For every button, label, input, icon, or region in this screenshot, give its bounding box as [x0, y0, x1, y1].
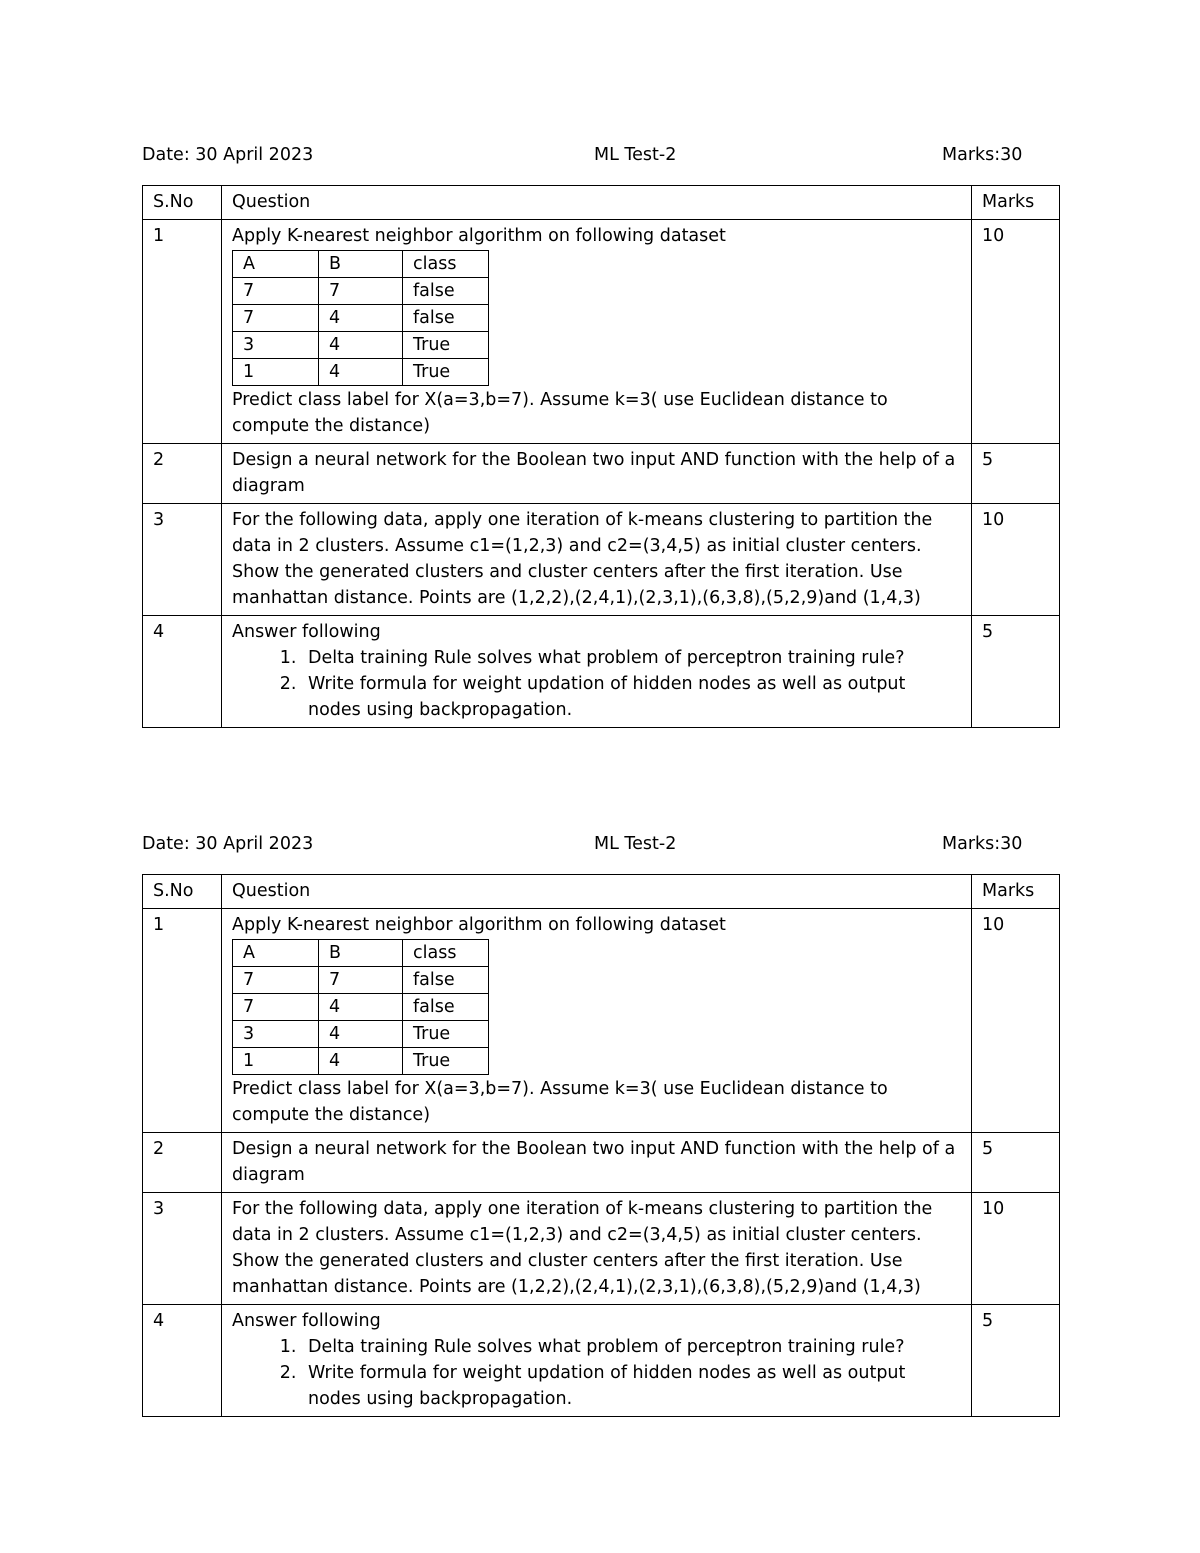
- question-text: [222, 220, 972, 444]
- question-number: 1: [143, 220, 222, 444]
- paper-header: [142, 145, 1059, 173]
- question-marks: 5: [972, 444, 1060, 504]
- dataset-cell: false: [403, 278, 489, 305]
- question-number: 3: [143, 1193, 222, 1305]
- dataset-header-cell: class: [403, 940, 489, 967]
- dataset-cell: 4: [319, 359, 403, 386]
- dataset-cell: 7: [233, 278, 319, 305]
- question-number: 2: [143, 444, 222, 504]
- dataset-cell: 4: [319, 305, 403, 332]
- dataset-cell: false: [403, 305, 489, 332]
- test-title: ML Test-2: [594, 145, 677, 165]
- question-text: For the following data, apply one iteration of k-means clustering to partition the data in 2 clusters. Assume c1=(1,2,3) and c2=(3,4,5) as initial cluster centers. Show the generated clusters and cluster centers after the first iteration. Use manhattan distance. Points are (1,2,2),(2,4,1),(2,3,1),(6,3,8),(5,2,9)and (1,4,3): [222, 504, 972, 616]
- table-header-row: [143, 875, 1060, 909]
- dataset-cell: false: [403, 967, 489, 994]
- dataset-row: [233, 332, 489, 359]
- question-text: [222, 616, 972, 728]
- sub-question: 1. Delta training Rule solves what problem of perceptron training rule?: [302, 645, 961, 671]
- header-marks: Marks: [972, 186, 1060, 220]
- table-header-row: [143, 186, 1060, 220]
- dataset-cell: 4: [319, 332, 403, 359]
- dataset-header-row: [233, 940, 489, 967]
- sub-question-list: [232, 645, 961, 723]
- header-question: Question: [222, 186, 972, 220]
- question-number: 3: [143, 504, 222, 616]
- question-text: [222, 1305, 972, 1417]
- dataset-cell: 3: [233, 332, 319, 359]
- dataset-row: [233, 994, 489, 1021]
- dataset-table: [232, 250, 489, 386]
- question-marks: 10: [972, 220, 1060, 444]
- dataset-cell: 7: [233, 967, 319, 994]
- question-intro: Answer following: [232, 622, 381, 642]
- question-text: [222, 909, 972, 1133]
- question-marks: 10: [972, 909, 1060, 1133]
- question-marks: 10: [972, 504, 1060, 616]
- dataset-table: [232, 939, 489, 1075]
- question-text: Design a neural network for the Boolean two input AND function with the help of a diagram: [222, 1133, 972, 1193]
- question-row-1: [143, 909, 1060, 1133]
- header-question: Question: [222, 875, 972, 909]
- question-outro: Predict class label for X(a=3,b=7). Assume k=3( use Euclidean distance to compute the distance): [232, 390, 888, 436]
- total-marks: Marks:30: [942, 834, 1023, 854]
- question-text: For the following data, apply one iteration of k-means clustering to partition the data in 2 clusters. Assume c1=(1,2,3) and c2=(3,4,5) as initial cluster centers. Show the generated clusters and cluster centers after the first iteration. Use manhattan distance. Points are (1,2,2),(2,4,1),(2,3,1),(6,3,8),(5,2,9)and (1,4,3): [222, 1193, 972, 1305]
- dataset-cell: 7: [319, 967, 403, 994]
- header-sno: S.No: [143, 186, 222, 220]
- dataset-cell: 7: [233, 994, 319, 1021]
- dataset-row: [233, 967, 489, 994]
- dataset-cell: True: [403, 332, 489, 359]
- question-row-4: [143, 1305, 1060, 1417]
- question-row-1: [143, 220, 1060, 444]
- dataset-header-cell: B: [319, 940, 403, 967]
- dataset-header-cell: B: [319, 251, 403, 278]
- paper-copy-1: [142, 145, 1059, 728]
- dataset-header-cell: A: [233, 940, 319, 967]
- question-intro: Apply K-nearest neighbor algorithm on following dataset: [232, 915, 726, 935]
- paper-header: [142, 834, 1059, 862]
- question-table: [142, 185, 1060, 728]
- dataset-cell: True: [403, 1021, 489, 1048]
- dataset-cell: True: [403, 359, 489, 386]
- header-marks: Marks: [972, 875, 1060, 909]
- question-marks: 5: [972, 616, 1060, 728]
- question-row-2: [143, 444, 1060, 504]
- paper-copy-2: [142, 834, 1059, 1417]
- dataset-row: [233, 1048, 489, 1075]
- question-marks: 5: [972, 1133, 1060, 1193]
- dataset-cell: True: [403, 1048, 489, 1075]
- sub-question: 1. Delta training Rule solves what problem of perceptron training rule?: [302, 1334, 961, 1360]
- question-marks: 5: [972, 1305, 1060, 1417]
- dataset-cell: 3: [233, 1021, 319, 1048]
- date-label: Date: 30 April 2023: [142, 145, 314, 165]
- dataset-cell: 4: [319, 1021, 403, 1048]
- question-row-2: [143, 1133, 1060, 1193]
- sub-question: 2. Write formula for weight updation of hidden nodes as well as output nodes using backpropagation.: [302, 671, 961, 723]
- dataset-cell: 7: [233, 305, 319, 332]
- question-marks: 10: [972, 1193, 1060, 1305]
- dataset-cell: 4: [319, 1048, 403, 1075]
- sub-question-list: [232, 1334, 961, 1412]
- dataset-cell: false: [403, 994, 489, 1021]
- dataset-cell: 7: [319, 278, 403, 305]
- dataset-row: [233, 278, 489, 305]
- question-table: [142, 874, 1060, 1417]
- question-text: Design a neural network for the Boolean two input AND function with the help of a diagram: [222, 444, 972, 504]
- dataset-header-row: [233, 251, 489, 278]
- dataset-cell: 1: [233, 359, 319, 386]
- question-row-4: [143, 616, 1060, 728]
- total-marks: Marks:30: [942, 145, 1023, 165]
- sub-question: 2. Write formula for weight updation of hidden nodes as well as output nodes using backpropagation.: [302, 1360, 961, 1412]
- question-intro: Answer following: [232, 1311, 381, 1331]
- dataset-row: [233, 1021, 489, 1048]
- dataset-row: [233, 305, 489, 332]
- header-sno: S.No: [143, 875, 222, 909]
- dataset-row: [233, 359, 489, 386]
- dataset-header-cell: A: [233, 251, 319, 278]
- test-title: ML Test-2: [594, 834, 677, 854]
- dataset-header-cell: class: [403, 251, 489, 278]
- question-row-3: [143, 1193, 1060, 1305]
- question-intro: Apply K-nearest neighbor algorithm on following dataset: [232, 226, 726, 246]
- question-row-3: [143, 504, 1060, 616]
- date-label: Date: 30 April 2023: [142, 834, 314, 854]
- dataset-cell: 4: [319, 994, 403, 1021]
- question-number: 4: [143, 616, 222, 728]
- question-number: 2: [143, 1133, 222, 1193]
- question-number: 4: [143, 1305, 222, 1417]
- question-number: 1: [143, 909, 222, 1133]
- dataset-cell: 1: [233, 1048, 319, 1075]
- question-outro: Predict class label for X(a=3,b=7). Assume k=3( use Euclidean distance to compute the distance): [232, 1079, 888, 1125]
